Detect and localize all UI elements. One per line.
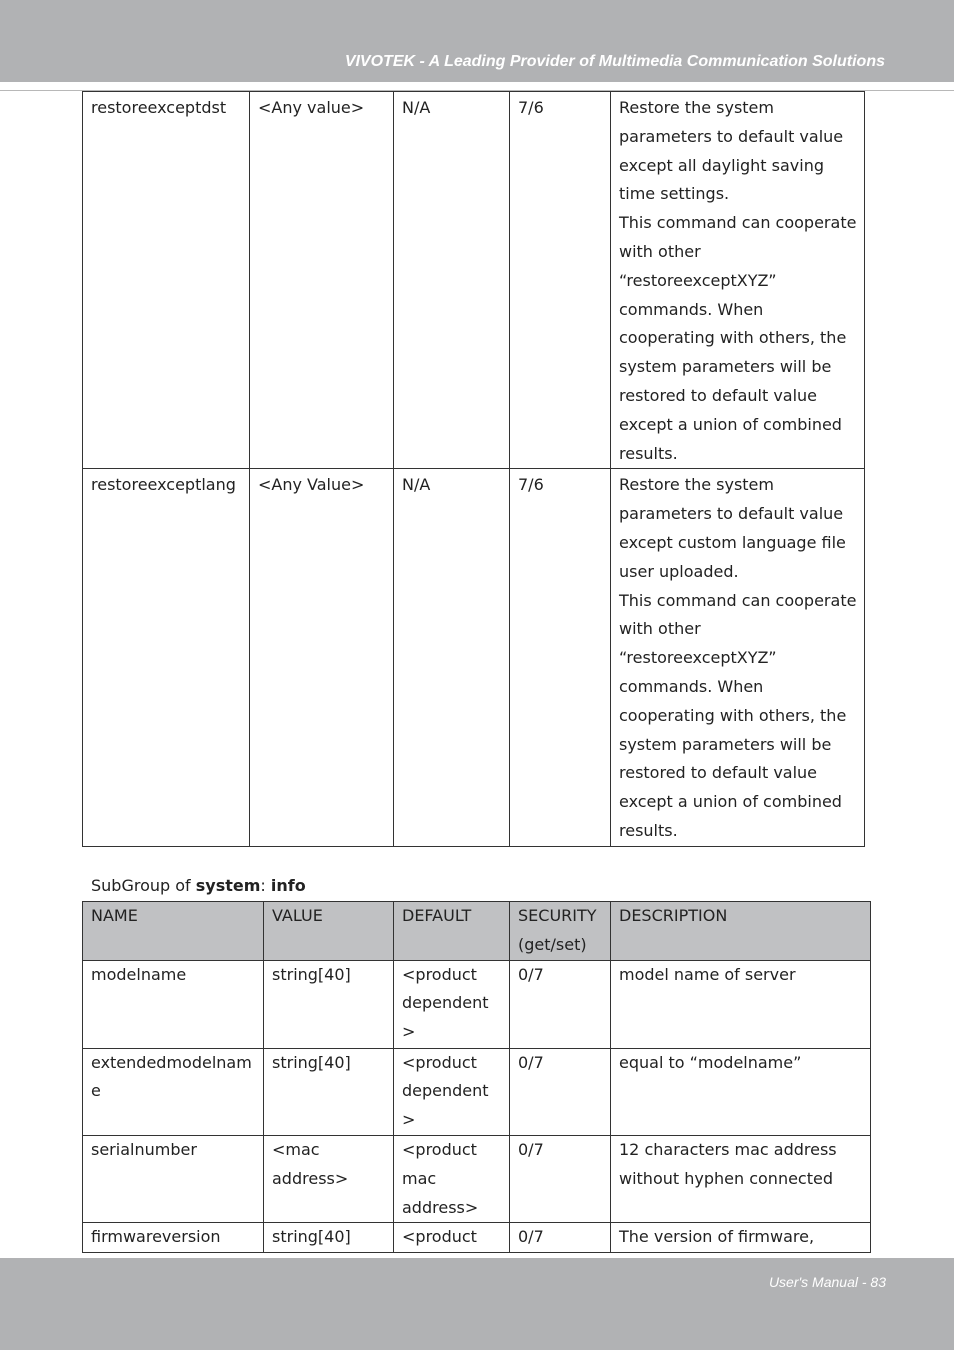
param-name: firmwareversion [83, 1223, 264, 1253]
subgroup-name: info [270, 876, 306, 895]
param-default: <product [394, 1223, 510, 1253]
description-line: except custom language file [619, 532, 846, 552]
param-value: string[40] [264, 960, 394, 1048]
value-line: <mac [272, 1139, 320, 1159]
description-line: cooperating with others, the [619, 705, 847, 725]
description-line: results. [619, 443, 678, 463]
param-name: restoreexceptdst [83, 92, 250, 469]
param-name: restoreexceptlang [83, 469, 250, 846]
param-name: modelname [83, 960, 264, 1048]
subgroup-separator: : [260, 876, 271, 895]
description-line: system parameters will be [619, 357, 832, 377]
description-line: results. [619, 820, 678, 840]
param-value: <Any value> [250, 92, 394, 469]
table-row [83, 1223, 871, 1253]
table-row [83, 1135, 871, 1222]
value-line: address> [272, 1168, 349, 1188]
description-line: parameters to default value [619, 126, 844, 146]
default-line: address> [402, 1197, 479, 1217]
description-line: commands. When [619, 676, 764, 696]
param-security: 7/6 [510, 92, 611, 469]
default-line: dependent [402, 993, 489, 1013]
name-line: extendedmodelnam [91, 1052, 252, 1072]
header-title: VIVOTEK - A Leading Provider of Multimedia Communication Solutions [344, 53, 885, 70]
description-line: restored to default value [619, 385, 818, 405]
header-name: NAME [83, 902, 264, 961]
subgroup-prefix: SubGroup of [91, 876, 196, 895]
description-line: Restore the system [619, 98, 774, 117]
description-line: except all daylight saving [619, 155, 825, 175]
default-line: > [402, 1022, 416, 1042]
description-line: without hyphen connected [619, 1168, 833, 1188]
description-line: “restoreexceptXYZ” [619, 270, 777, 290]
param-default [394, 1048, 510, 1135]
default-line: <product [402, 964, 477, 984]
header-security-line: (get/set) [518, 934, 587, 954]
param-value: <Any Value> [250, 469, 394, 846]
description-line: Restore the system [619, 475, 774, 495]
header-default: DEFAULT [394, 902, 510, 961]
description-line: except a union of combined [619, 414, 842, 434]
page-footer [0, 1258, 954, 1350]
subgroup-group: system [195, 876, 261, 895]
description-line: 12 characters mac address [619, 1139, 837, 1159]
param-value: string[40] [264, 1223, 394, 1253]
table-row [83, 1048, 871, 1135]
param-security: 0/7 [510, 960, 611, 1048]
description-line: user uploaded. [619, 561, 739, 581]
header-description: DESCRIPTION [611, 902, 871, 961]
description-line: This command can cooperate [619, 590, 857, 610]
param-description [611, 92, 865, 469]
param-default [394, 1135, 510, 1222]
parameter-table-info [82, 901, 871, 1253]
param-description [611, 1135, 871, 1222]
parameter-table-restore [82, 91, 865, 847]
description-line: with other [619, 241, 701, 261]
subgroup-heading [91, 872, 306, 900]
description-line: cooperating with others, the [619, 328, 847, 348]
description-line: with other [619, 619, 701, 639]
header-security [510, 902, 611, 961]
name-line: e [91, 1081, 101, 1101]
default-line: <product [402, 1052, 477, 1072]
param-default: N/A [394, 469, 510, 846]
param-default [394, 960, 510, 1048]
param-security: 0/7 [510, 1223, 611, 1253]
table-row [83, 960, 871, 1048]
table-header-row [83, 902, 871, 961]
param-name: serialnumber [83, 1135, 264, 1222]
param-description [611, 469, 865, 846]
page-number: User's Manual - 83 [768, 1274, 886, 1290]
description-line: This command can cooperate [619, 213, 857, 233]
description-line: parameters to default value [619, 504, 844, 524]
default-line: > [402, 1110, 416, 1130]
description-line: “restoreexceptXYZ” [619, 648, 777, 668]
page-header [0, 0, 954, 82]
description-line: commands. When [619, 299, 764, 319]
param-value: string[40] [264, 1048, 394, 1135]
description-line: system parameters will be [619, 734, 832, 754]
param-name [83, 1048, 264, 1135]
param-description: equal to “modelname” [611, 1048, 871, 1135]
param-security: 7/6 [510, 469, 611, 846]
default-line: dependent [402, 1081, 489, 1101]
header-value: VALUE [264, 902, 394, 961]
param-security: 0/7 [510, 1048, 611, 1135]
header-security-line: SECURITY [518, 906, 597, 925]
description-line: time settings. [619, 184, 730, 204]
description-line: restored to default value [619, 763, 818, 783]
param-description: The version of firmware, [611, 1223, 871, 1253]
default-line: mac [402, 1168, 437, 1188]
table-row [83, 92, 865, 469]
param-security: 0/7 [510, 1135, 611, 1222]
table-row [83, 469, 865, 846]
param-description: model name of server [611, 960, 871, 1048]
default-line: <product [402, 1139, 477, 1159]
description-line: except a union of combined [619, 792, 842, 812]
param-value [264, 1135, 394, 1222]
param-default: N/A [394, 92, 510, 469]
